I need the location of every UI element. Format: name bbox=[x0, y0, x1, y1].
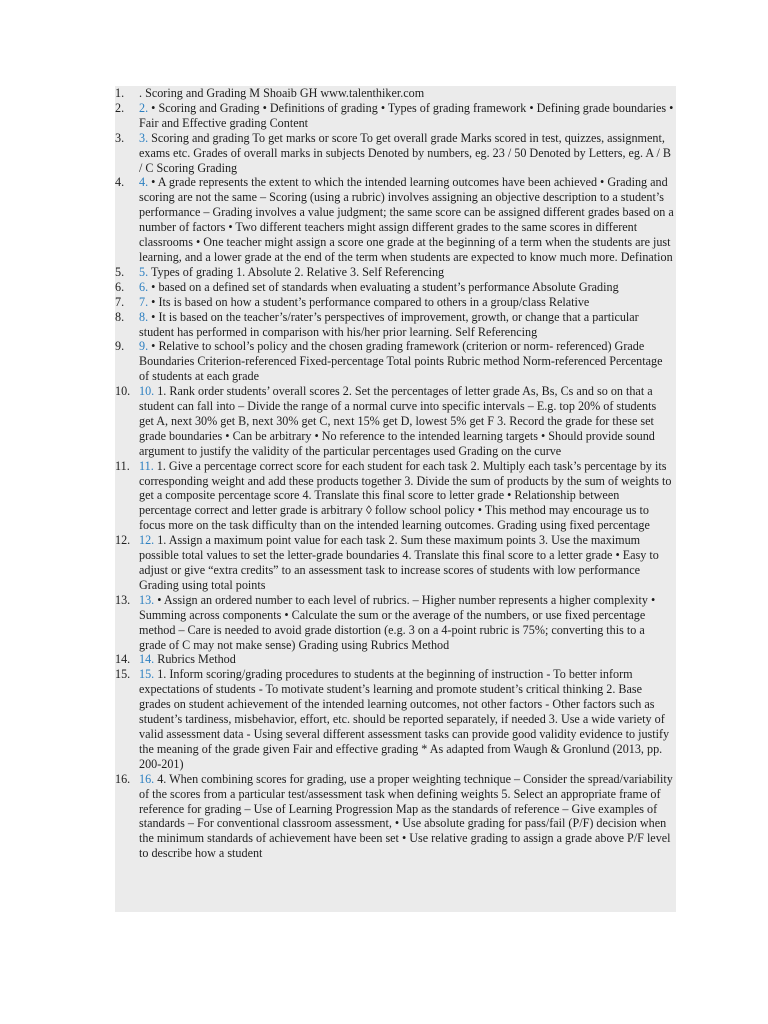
item-number: 1. bbox=[115, 86, 125, 100]
item-number: 13. bbox=[115, 592, 131, 607]
slide-link[interactable]: 6. bbox=[139, 279, 149, 294]
item-text: • It is based on the teacher’s/rater’s perspectives of improvement, growth, or change that a particular student has performed in comparison with his/her prior learning. Self Referencing bbox=[139, 309, 639, 339]
item-text: 4. When combining scores for grading, use a proper weighting technique – Consider the spread/variability of the scores from a particular test/assessment task when defining weights 5. Select an appropriate frame of reference for grading – Use of Learning Progression Map as the standards of reference – Give examples of standards – For conventional classroom assessment, • Use absolute grading for pass/fail (P/F) decision when the minimum standards of achievement have been set • Use relative grading to assign a grade above P/F level to describe how a student bbox=[139, 771, 673, 861]
slide-link[interactable]: 16. bbox=[139, 771, 155, 786]
slide-link[interactable]: 8. bbox=[139, 309, 149, 324]
list-item bbox=[115, 130, 674, 176]
item-number: 10. bbox=[115, 384, 131, 399]
item-number: 14. bbox=[115, 652, 131, 667]
item-text: 1. Inform scoring/grading procedures to students at the beginning of instruction - To better inform expectations of students - To motivate student’s learning and promote student’s critical thinking 2. Base grades on student achievement of the intended learning outcomes, not other factors - Other factors such as student’s tardiness, misbehavior, effort, etc. should be reported separately, if needed 3. Use a wide variety of valid assessment data - Using several different assessment tasks can provide good validity evidence to justify the meaning of the grade given Fair and effective grading * As adapted from Waugh & Gronlund (2013, pp. 200-201) bbox=[139, 667, 670, 771]
list-item bbox=[115, 294, 674, 310]
list-item bbox=[115, 652, 674, 667]
slide-link[interactable]: 9. bbox=[139, 339, 149, 354]
item-number: 15. bbox=[115, 667, 131, 682]
item-number: 2. bbox=[115, 100, 125, 115]
item-number: 12. bbox=[115, 533, 131, 548]
item-number: 8. bbox=[115, 309, 125, 324]
list-item bbox=[115, 86, 674, 101]
item-text: • Relative to school’s policy and the chosen grading framework (criterion or norm- referenced) Grade Boundaries Criterion-referenced Fixed-percentage Total points Rubric method Norm-referenced Percentage of students at each grade bbox=[139, 339, 663, 384]
item-text: • A grade represents the extent to which the intended learning outcomes have been achieved • Grading and scoring are not the same – Scoring (using a rubric) involves assigning an objective description to a student’s performance – Grading involves a value judgment; the same score can be assigned different grades based on a number of factors • Two different teachers might assign different grades to the same scores in different classrooms • One teacher might assign a score one grade at the beginning of a term when the students are just learning, and a lower grade at the end of the term when students are expected to know much more. Defination bbox=[139, 175, 674, 264]
slide-link[interactable]: 13. bbox=[139, 592, 155, 607]
list-item bbox=[115, 458, 674, 534]
list-item bbox=[115, 100, 674, 131]
list-item bbox=[115, 533, 674, 593]
slide-link[interactable]: 15. bbox=[139, 667, 155, 682]
list-item bbox=[115, 175, 674, 264]
slide-link[interactable]: 2. bbox=[139, 100, 149, 115]
slide-link[interactable]: 5. bbox=[139, 264, 149, 279]
item-text: • Scoring and Grading • Definitions of grading • Types of grading framework • Defining grade boundaries • Fair and Effective grading Content bbox=[139, 100, 674, 130]
item-number: 4. bbox=[115, 175, 125, 190]
list-item bbox=[115, 339, 674, 384]
slide-link[interactable]: 7. bbox=[139, 294, 149, 309]
slide-link[interactable]: 10. bbox=[139, 384, 155, 399]
slide-link[interactable]: 3. bbox=[139, 130, 149, 145]
item-number: 6. bbox=[115, 279, 125, 294]
item-number: 3. bbox=[115, 130, 125, 145]
item-number: 11. bbox=[115, 458, 130, 473]
item-text: 1. Assign a maximum point value for each task 2. Sum these maximum points 3. Use the maximum possible total values to set the letter-grade boundaries 4. Translate this final score to a letter grade • Easy to adjust or give “extra credits” to an assessment task to increase scores of students with low performance Grading using total points bbox=[139, 533, 659, 592]
list-item bbox=[115, 264, 674, 280]
item-number: 7. bbox=[115, 294, 125, 309]
item-text: Rubrics Method bbox=[157, 652, 236, 667]
numbered-slide-list bbox=[115, 86, 676, 861]
item-text: Types of grading 1. Absolute 2. Relative 3. Self Referencing bbox=[150, 264, 445, 279]
list-item bbox=[115, 384, 674, 459]
document-text-panel bbox=[115, 86, 676, 912]
item-text: 1. Give a percentage correct score for each student for each task 2. Multiply each task’s percentage by its corresponding weight and add these products together 3. Divide the sum of products by the sum of weights to get a composite percentage score 4. Translate this final score to letter grade • Relationship between percentage correct and letter grade is arbitrary ◊ follow school policy • This method may encourage us to focus more on the task difficulty than on the intended learning outcomes. Grading using fixed percentage bbox=[139, 458, 672, 533]
list-item bbox=[115, 309, 674, 340]
item-text: • Assign an ordered number to each level of rubrics. – Higher number represents a higher complexity • Summing across components • Calculate the sum or the average of the numbers, or use fixed percentage method – Care is needed to avoid grade distortion (e.g. 3 on a 4-point rubric is 75%; converting this to a grade of C may not make sense) Grading using Rubrics Method bbox=[139, 592, 656, 652]
item-number: 5. bbox=[115, 264, 125, 279]
slide-link[interactable]: 14. bbox=[139, 652, 155, 667]
item-text: • based on a defined set of standards when evaluating a student’s performance Absolute Grading bbox=[151, 279, 619, 294]
slide-link[interactable]: 11. bbox=[139, 458, 154, 473]
item-number: 9. bbox=[115, 339, 125, 354]
list-item bbox=[115, 279, 674, 295]
slide-link[interactable]: 4. bbox=[139, 175, 149, 190]
list-item bbox=[115, 771, 674, 861]
slide-link[interactable]: 12. bbox=[139, 533, 155, 548]
list-item bbox=[115, 667, 674, 771]
item-text: 1. Rank order students’ overall scores 2. Set the percentages of letter grade As, Bs, Cs and so on that a student can fall into – Divide the range of a normal curve into specific intervals – E.g. top 20% of students get A, next 30% get B, next 30% get C, next 15% get D, lowest 5% get F 3. Record the grade for these set grade boundaries • Can be arbitrary • No reference to the intended learning targets • Should provide sound argument to justify the validity of the particular percentages used Grading on the curve bbox=[139, 384, 657, 458]
list-item bbox=[115, 592, 674, 653]
item-number: 16. bbox=[115, 771, 131, 786]
item-text: . Scoring and Grading M Shoaib GH www.talenthiker.com bbox=[139, 86, 425, 100]
item-text: Scoring and grading To get marks or score To get overall grade Marks scored in test, quizzes, assignment, exams etc. Grades of overall marks in subjects Denoted by numbers, eg. 23 / 50 Denoted by Letters, eg. A / B / C Scoring Grading bbox=[139, 130, 672, 175]
item-text: • Its is based on how a student’s performance compared to others in a group/class Relative bbox=[151, 294, 590, 309]
